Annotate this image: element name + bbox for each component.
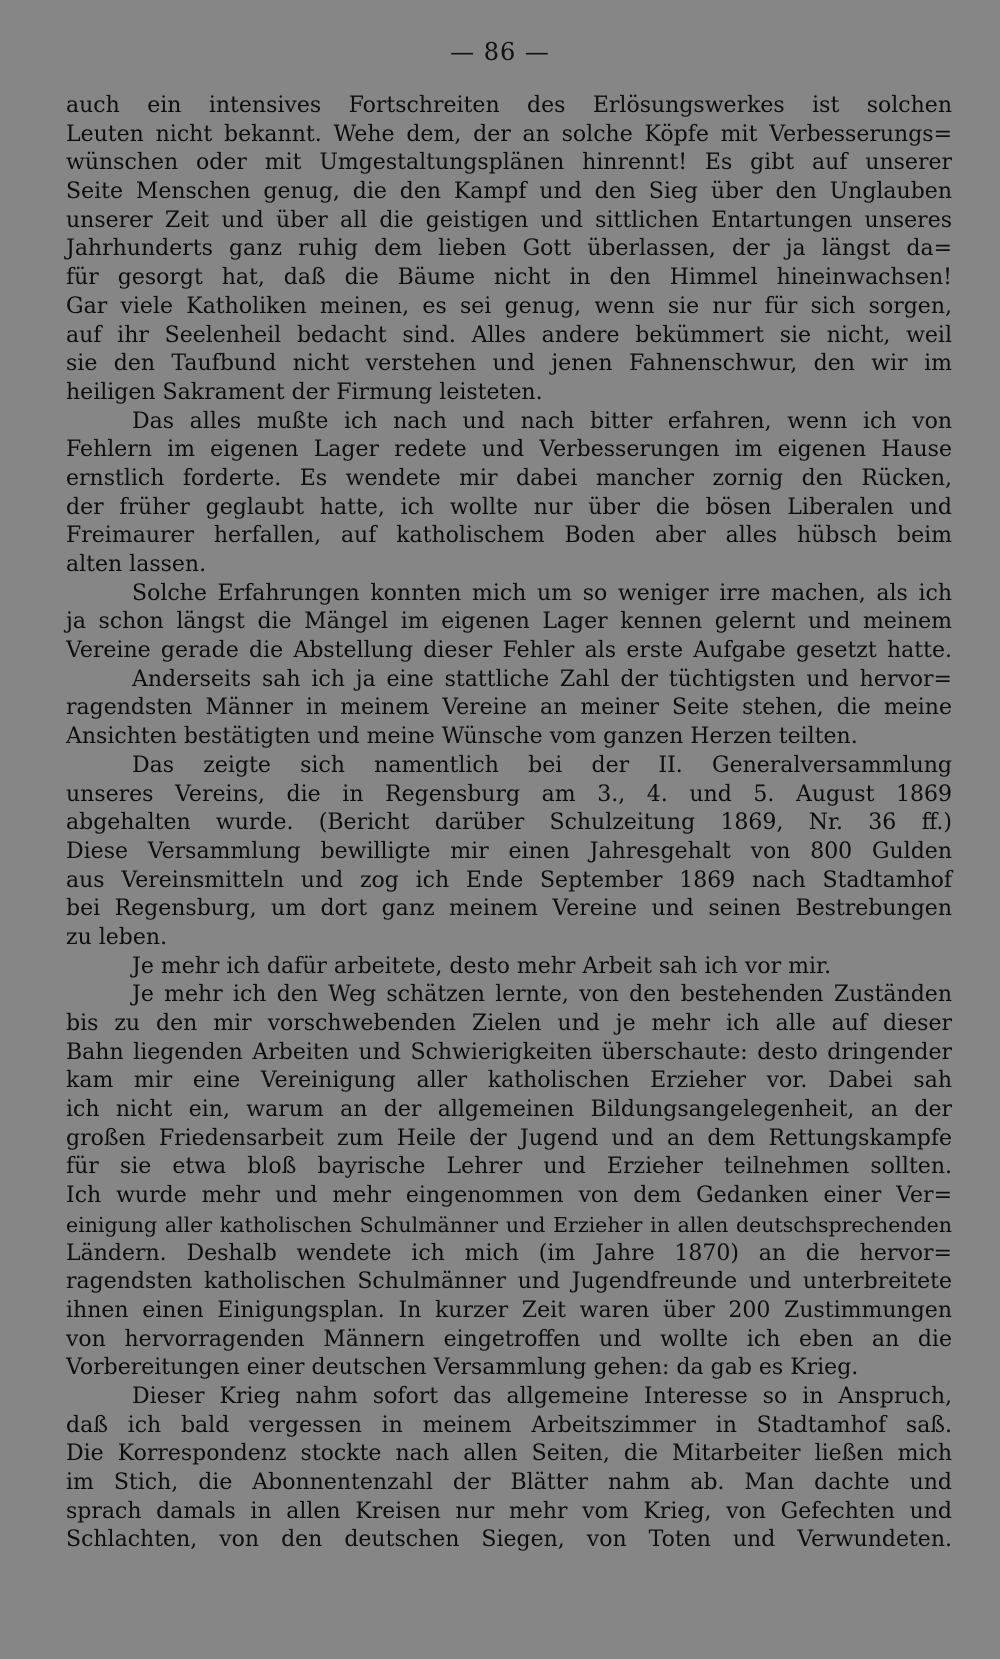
text-line: Seite Menschen genug, die den Kampf und den Sieg über den Unglauben <box>66 179 952 205</box>
text-line: Ländern. Deshalb wendete ich mich (im Jahre 1870) an die hervor= <box>66 1240 952 1266</box>
text-line: ragendsten katholischen Schulmänner und Jugendfreunde und unterbreitete <box>66 1269 952 1295</box>
text-line: Dieser Krieg nahm sofort das allgemeine Interesse so in Anspruch, <box>132 1383 952 1409</box>
text-line: daß ich bald vergessen in meinem Arbeitszimmer in Stadtamhof saß. <box>66 1412 952 1438</box>
text-line: kam mir eine Vereinigung aller katholischen Erzieher vor. Dabei sah <box>66 1068 952 1094</box>
text-line: Das zeigte sich namentlich bei der II. Generalversammlung <box>132 752 952 778</box>
text-line: der früher geglaubt hatte, ich wollte nur über die bösen Liberalen und <box>66 494 952 520</box>
text-line: für gesorgt hat, daß die Bäume nicht in den Himmel hineinwachsen! <box>66 265 952 291</box>
text-line: Ansichten bestätigten und meine Wünsche vom ganzen Herzen teilten. <box>66 724 858 750</box>
text-line: ragendsten Männer in meinem Vereine an meiner Seite stehen, die meine <box>66 695 952 721</box>
text-line: bei Regensburg, um dort ganz meinem Vereine und seinen Bestrebungen <box>66 896 952 922</box>
text-line: unserer Zeit und über all die geistigen und sittlichen Entartungen unseres <box>66 207 952 233</box>
text-line: auch ein intensives Fortschreiten des Erlösungswerkes ist solchen <box>66 93 952 118</box>
text-line: Jahrhunderts ganz ruhig dem lieben Gott überlassen, der ja längst da= <box>66 236 952 262</box>
text-line: Fehlern im eigenen Lager redete und Verbesserungen im eigenen Hause <box>66 437 952 463</box>
text-line: sie den Taufbund nicht verstehen und jenen Fahnenschwur, den wir im <box>66 351 952 377</box>
text-line: Bahn liegenden Arbeiten und Schwierigkeiten überschaute: desto dringender <box>66 1039 952 1065</box>
text-line: zu leben. <box>66 924 168 950</box>
text-line: alten lassen. <box>66 552 207 577</box>
text-line: abgehalten wurde. (Bericht darüber Schulzeitung 1869, Nr. 36 ff.) <box>66 810 952 836</box>
text-line: aus Vereinsmitteln und zog ich Ende September 1869 nach Stadtamhof <box>66 867 952 893</box>
text-line: auf ihr Seelenheil bedacht sind. Alles andere bekümmert sie nicht, weil <box>66 322 952 348</box>
body-text <box>66 92 952 1555</box>
text-line: wünschen oder mit Umgestaltungsplänen hinrennt! Es gibt auf unserer <box>66 150 952 176</box>
text-line: Vorbereitungen einer deutschen Versammlung gehen: da gab es Krieg. <box>66 1355 859 1381</box>
text-line: ja schon längst die Mängel im eigenen Lager kennen gelernt und meinem <box>66 609 952 635</box>
text-line: Schlachten, von den deutschen Siegen, von Toten und Verwundeten. <box>66 1527 952 1553</box>
text-line: einigung aller katholischen Schulmänner und Erzieher in allen deutschsprechenden <box>66 1212 952 1237</box>
text-line: bis zu den mir vorschwebenden Zielen und je mehr ich alle auf dieser <box>66 1011 952 1036</box>
text-line: heiligen Sakrament der Firmung leisteten. <box>66 379 543 405</box>
text-line: Ich wurde mehr und mehr eingenommen von dem Gedanken einer Ver= <box>66 1183 952 1209</box>
text-line: Die Korrespondenz stockte nach allen Seiten, die Mitarbeiter ließen mich <box>66 1441 952 1467</box>
text-line: Je mehr ich dafür arbeitete, desto mehr Arbeit sah ich vor mir. <box>132 953 832 979</box>
text-line: ich nicht ein, warum an der allgemeinen Bildungsangelegenheit, an der <box>66 1097 952 1123</box>
text-line: Das alles mußte ich nach und nach bitter erfahren, wenn ich von <box>132 408 952 434</box>
text-line: ihnen einen Einigungsplan. In kurzer Zeit waren über 200 Zustimmungen <box>66 1297 952 1323</box>
text-line: Je mehr ich den Weg schätzen lernte, von den bestehenden Zuständen <box>132 982 952 1008</box>
text-line: unseres Vereins, die in Regensburg am 3., 4. und 5. August 1869 <box>66 781 952 807</box>
page-number: — 86 — <box>450 38 550 66</box>
text-line: von hervorragenden Männern eingetroffen und wollte ich eben an die <box>66 1326 952 1352</box>
text-line: im Stich, die Abonnentenzahl der Blätter nahm ab. Man dachte und <box>66 1470 952 1495</box>
text-line: Vereine gerade die Abstellung dieser Fehler als erste Aufgabe gesetzt hatte. <box>66 638 952 664</box>
text-line: Diese Versammlung bewilligte mir einen Jahresgehalt von 800 Gulden <box>66 838 952 864</box>
text-line: für sie etwa bloß bayrische Lehrer und Erzieher teilnehmen sollten. <box>66 1154 952 1180</box>
text-line: sprach damals in allen Kreisen nur mehr vom Krieg, von Gefechten und <box>66 1498 952 1524</box>
text-line: Leuten nicht bekannt. Wehe dem, der an solche Köpfe mit Verbesserungs= <box>66 121 952 147</box>
text-line: Solche Erfahrungen konnten mich um so weniger irre machen, als ich <box>132 580 952 606</box>
text-line: großen Friedensarbeit zum Heile der Jugend und an dem Rettungskampfe <box>66 1125 952 1151</box>
text-line: Anderseits sah ich ja eine stattliche Zahl der tüchtigsten und hervor= <box>132 666 952 692</box>
text-line: ernstlich forderte. Es wendete mir dabei mancher zornig den Rücken, <box>66 465 952 491</box>
text-line: Gar viele Katholiken meinen, es sei genug, wenn sie nur für sich sorgen, <box>66 293 952 319</box>
text-line: Freimaurer herfallen, auf katholischem Boden aber alles hübsch beim <box>66 523 952 549</box>
